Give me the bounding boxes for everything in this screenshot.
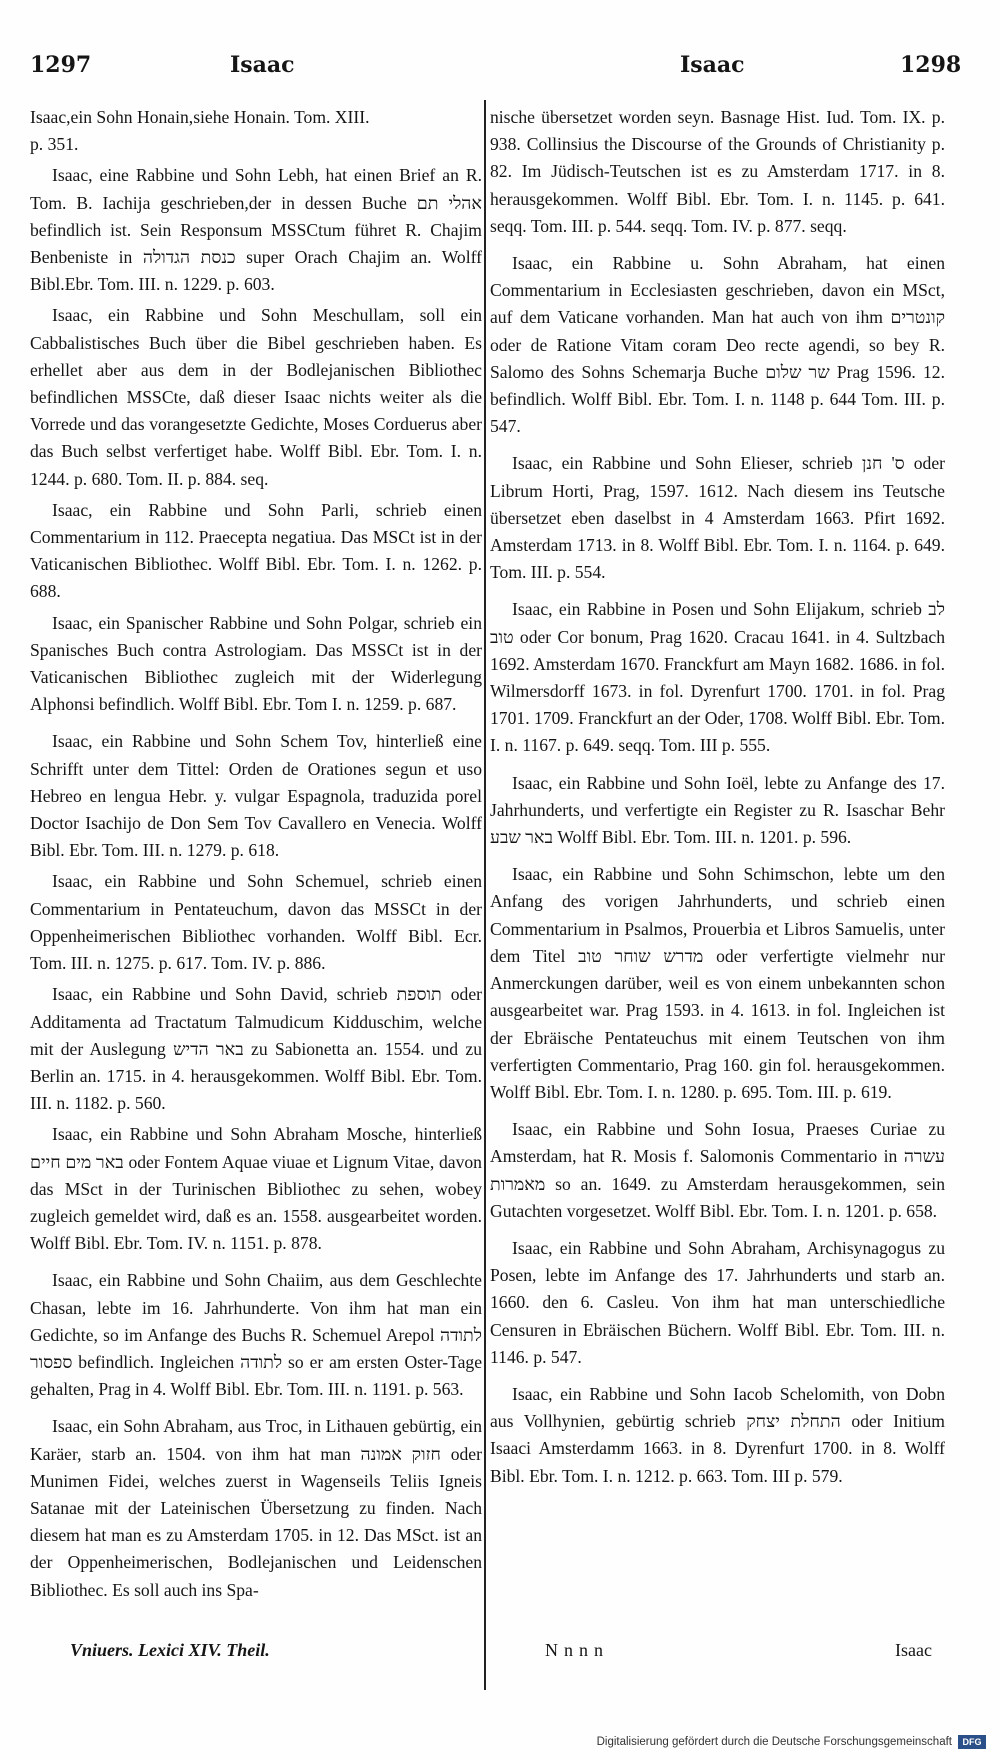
entry: Isaac, ein Rabbine u. Sohn Abraham, hat einen Commentarium in Ecclesiasten geschrieben, davon ein MSct, auf dem Vaticane vorhanden. Man hat auch von ihm קונטרים oder de Ratione Vitam coram Deo recte agendi, so bey R. Salomo des Sohns Schemarja Buche שר שלום Prag 1596. 12. befindlich. Wolff Bibl. Ebr. Tom. I. n. 1148 p. 644 Tom. III. p. 547.	[490, 253, 945, 437]
running-title-right: Isaac	[680, 52, 745, 78]
entry: Isaac, ein Rabbine und Sohn Abraham Mosche, hinterließ באר מים חיים oder Fontem Aquae viuae et Lignum Vitae, davon das MSct in der Turinischen Bibliothec zu sehen, wobey zugleich gemeldet wird, daß es an. 1558. ausgearbeitet worden. Wolff Bibl. Ebr. Tom. IV. n. 1151. p. 878.	[30, 1124, 482, 1254]
entry: Isaac, ein Rabbine und Sohn Ioël, lebte zu Anfange des 17. Jahrhunderts, und verfertigte ein Register zu R. Isaschar Behr באר שבע Wolff Bibl. Ebr. Tom. III. n. 1201. p. 596.	[490, 772, 945, 848]
sheet-mark: Nnnn	[545, 1640, 609, 1660]
entry: Isaac,ein Sohn Honain,siehe Honain. Tom. XIII. p. 351.	[30, 107, 370, 155]
signature-line: Vniuers. Lexici XIV. Theil.	[70, 1640, 270, 1660]
entry: Isaac, ein Rabbine und Sohn David, schrieb תוספת oder Additamenta ad Tractatum Talmudicum Kidduschim, welche mit der Auslegung באר הדיש zu Sabionetta an. 1554. und zu Berlin an. 1715. in 4. herausgekommen. Wolff Bibl. Ebr. Tom. III. n. 1182. p. 560.	[30, 984, 482, 1114]
entry: Isaac, ein Rabbine und Sohn Meschullam, soll ein Cabbalistisches Buch über die Bibel geschrieben haben. Es erhellet aber aus dem in der Bodlejanischen Bibliothec befindlichen MSSCte, daß dieser Isaac nichts weiter als die Vorrede und das vorangesetzte Gedichte, Moses Corduerus aber das Buch selbst verfertiget habe. Wolff Bibl. Ebr. Tom. I. n. 1244. p. 680. Tom. II. p. 884. seq.	[30, 305, 482, 489]
entry: Isaac, ein Rabbine und Sohn Parli, schrieb einen Commentarium in 112. Praecepta negatiua. Das MSCt ist in der Vaticanischen Bibliothec. Wolff Bibl. Ebr. Tom. I. n. 1262. p. 688.	[30, 499, 482, 602]
entry: Isaac, ein Spanischer Rabbine und Sohn Polgar, schrieb ein Spanisches Buch contra Astrologiam. Das MSSCt ist in der Vaticanischen Bibliothec zugleich mit der Widerlegung Alphonsi befindlich. Wolff Bibl. Ebr. Tom I. n. 1259. p. 687.	[30, 612, 482, 715]
running-title-left: Isaac	[230, 52, 295, 78]
entry: Isaac, ein Rabbine und Sohn Iacob Schelomith, von Dobn aus Vollhynien, gebürtig schrieb התחלת יצחק oder Initium Isaaci Amsterdamm 1663. in 8. Dyrenfurt 1700. in 8. Wolff Bibl. Ebr. Tom. I. n. 1212. p. 663. Tom. III p. 579.	[490, 1383, 945, 1486]
dfg-logo-icon: DFG	[958, 1735, 986, 1749]
page-number-right: 1298	[900, 52, 962, 78]
entry: Isaac, ein Rabbine und Sohn Chaiim, aus dem Geschlechte Chasan, lebte im 16. Jahrhunderte. Von ihm hat man ein Gedichte, so im Anfange des Buchs R. Schemuel Arepol לתודה ספסור befindlich. Ingleichen לתודה so er am ersten Oster-Tage gehalten, Prag in 4. Wolff Bibl. Ebr. Tom. III. n. 1191. p. 563.	[30, 1270, 482, 1400]
right-column	[490, 104, 945, 1494]
entry: Isaac, ein Rabbine und Sohn Schem Tov, hinterließ eine Schrifft unter dem Tittel: Orden de Orationes segun et uso Hebreo en lengua Hebr. y. vulgar Espagnola, traduzida porel Doctor Isachijo de Don Sem Tov Cavallero en Venecia. Wolff Bibl. Ebr. Tom. III. n. 1279. p. 618.	[30, 731, 482, 861]
entry: Isaac, ein Rabbine und Sohn Abraham, Archisynagogus zu Posen, lebte im Anfange des 17. Jahrhunderts und starb an. 1660. den 6. Casleu. Von ihm hat man unterschiedliche Censuren in Ebräischen Büchern. Wolff Bibl. Ebr. Tom. III. n. 1146. p. 547.	[490, 1237, 945, 1367]
entry: Isaac, ein Rabbine und Sohn Elieser, schrieb ס' חנן oder Librum Horti, Prag, 1597. 1612. Nach diesem ins Teutsche übersetzet eben daselbst in 4 Amsterdam 1663. Pfirt 1692. Amsterdam 1713. in 8. Wolff Bibl. Ebr. Tom. I. n. 1164. p. 649. Tom. III. p. 554.	[490, 453, 945, 583]
entry: Isaac, ein Rabbine und Sohn Iosua, Praeses Curiae zu Amsterdam, hat R. Mosis f. Salomonis Commentario in עשרה מאמרות so an. 1649. zu Amsterdam herausgekommen, sein Gutachten vorgesetzet. Wolff Bibl. Ebr. Tom. I. n. 1201. p. 658.	[490, 1119, 945, 1221]
left-column	[30, 104, 482, 1608]
entry: nische übersetzet worden seyn. Basnage Hist. Iud. Tom. IX. p. 938. Collinsius the Discourse of the Grounds of Christianity p. 82. Im Jüdisch-Teutschen ist es zu Amsterdam 1717. in 8. herausgekommen. Wolff Bibl. Ebr. Tom. I. n. 1145. p. 641. seqq. Tom. III. p. 544. seqq. Tom. IV. p. 877. seqq.	[490, 107, 945, 236]
page-number-left: 1297	[30, 52, 92, 78]
entry: Isaac, ein Rabbine und Sohn Schimschon, lebte um den Anfang des vorigen Jahrhunderts, und schrieb einen Commentarium in Psalmos, Prouerbia et Libros Samuelis, unter dem Titel מדרש שוחר טוב oder verfertigte vielmehr nur Anmerckungen darüber, weil es von einem unbekannten schon ausgearbeitet war. Prag 1593. in 4. 1613. in fol. Ingleichen ist der Ebräische Pentateuchus mit einem Teutschen von ihm verfertigten Commentario, Prag 160. gin fol. herausgekommen. Wolff Bibl. Ebr. Tom. I. n. 1280. p. 695. Tom. III. p. 619.	[490, 864, 945, 1102]
entry: Isaac, eine Rabbine und Sohn Lebh, hat einen Brief an R. Tom. B. Iachija geschrieben,der in dessen Buche אהלי תם befindlich ist. Sein Responsum MSSCtum führet R. Chajim Benbeniste in כנסת הגדולה super Orach Chajim an. Wolff Bibl.Ebr. Tom. III. n. 1229. p. 603.	[30, 165, 482, 295]
entry: Isaac, ein Rabbine und Sohn Schemuel, schrieb einen Commentarium in Pentateuchum, davon das MSSCt in der Oppenheimerischen Bibliothec vorhanden. Wolff Bibl. Ecr. Tom. III. n. 1275. p. 617. Tom. IV. p. 886.	[30, 871, 482, 974]
entry: Isaac, ein Sohn Abraham, aus Troc, in Lithauen gebürtig, ein Karäer, starb an. 1504. von ihm hat man חזוק אמונה oder Munimen Fidei, welches zuerst in Wagenseils Teliis Igneis Satanae mit der Lateinischen Übersetzung zu finden. Nach diesem hat man es zu Amsterdam 1705. in 12. Das MSct. ist an der Oppenheimerischen, Bodlejanischen und Leidenschen Bibliothec. Es soll auch ins Spa-	[30, 1416, 482, 1600]
digitization-credit: Digitalisierung gefördert durch die Deutsche Forschungsgemeinschaft	[596, 1736, 952, 1748]
catchword: Isaac	[895, 1640, 932, 1660]
column-divider	[484, 100, 486, 1690]
entry: Isaac, ein Rabbine in Posen und Sohn Elijakum, schrieb לב טוב oder Cor bonum, Prag 1620. Cracau 1641. in 4. Sultzbach 1692. Amsterdam 1670. Franckfurt am Mayn 1682. 1686. in fol. Wilmersdorff 1673. in fol. Dyrenfurt 1700. 1701. in fol. Prag 1701. 1709. Franckfurt an der Oder, 1708. Wolff Bibl. Ebr. Tom. I. n. 1167. p. 649. seqq. Tom. III p. 555.	[490, 599, 945, 756]
